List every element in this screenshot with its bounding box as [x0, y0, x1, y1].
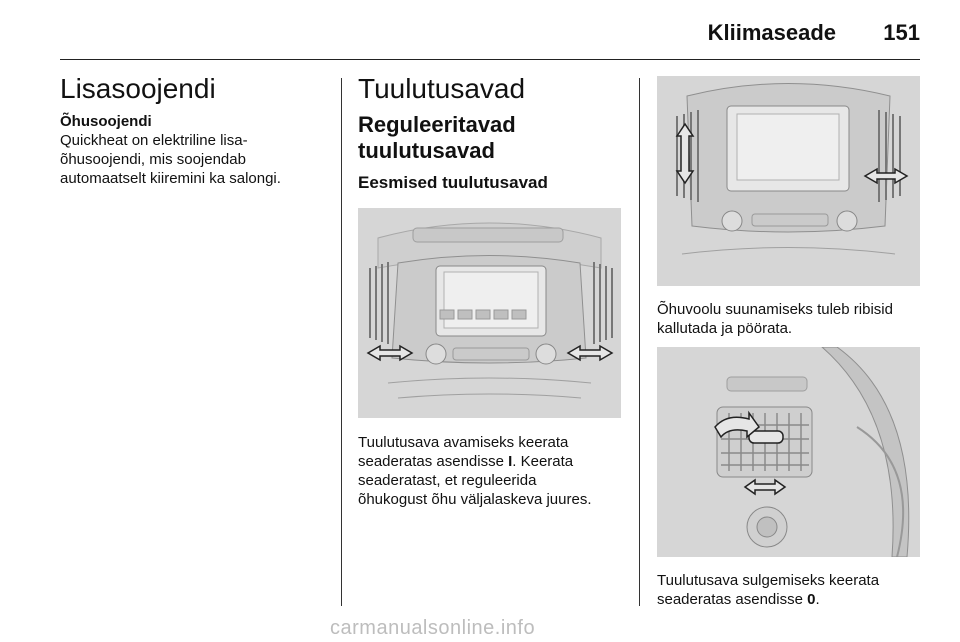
caption-line: Õhuvoolu suunamiseks tuleb ribisid: [657, 301, 893, 318]
caption-text: .: [815, 591, 820, 608]
caption-line: Tuulutusava avamiseks keerata: [358, 434, 569, 451]
subheading-line: Reguleeritavad: [358, 112, 516, 137]
page-number: 151: [883, 20, 920, 45]
section-heading-tuulutusavad: Tuulutusavad: [358, 73, 526, 104]
body-line: õhusoojendi, mis soojendab: [60, 151, 246, 168]
caption-line: Tuulutusava sulgemiseks keerata: [657, 572, 880, 589]
dashboard-illustration: [358, 208, 621, 418]
caption-vent-direction: [657, 300, 927, 338]
chapter-title: Kliimaseade: [707, 20, 836, 45]
column-divider-2: [639, 78, 640, 606]
vent-close-illustration: [657, 347, 920, 557]
subsection-eesmised: Eesmised tuulutusavad: [358, 173, 548, 192]
caption-text: seaderatas asendisse: [657, 591, 808, 608]
figure-vent-close: [657, 347, 920, 557]
caption-line: kallutada ja pöörata.: [657, 320, 793, 337]
figure-front-vents: [358, 208, 621, 418]
body-line: automaatselt kiiremini ka salongi.: [60, 170, 281, 187]
figure-vent-direction: [657, 76, 920, 286]
caption-vent-close: [657, 571, 927, 609]
caption-line: [657, 590, 927, 609]
symbol-open: I: [508, 453, 513, 470]
page-header: [60, 14, 920, 60]
caption-line: seaderatast, et reguleerida: [358, 472, 537, 489]
left-column: [60, 72, 330, 188]
body-line: Quickheat on elektriline lisa-: [60, 132, 248, 149]
symbol-closed: 0: [807, 591, 816, 608]
section-heading-lisasoojendi: Lisasoojendi: [60, 73, 216, 104]
caption-front-vents: [358, 433, 633, 509]
caption-text: . Keerata: [512, 453, 574, 470]
subheading-line: tuulutusavad: [358, 138, 495, 163]
caption-text: seaderatas asendisse: [358, 453, 509, 470]
subheading-reguleeritavad: [358, 112, 628, 164]
middle-column: [358, 72, 628, 194]
subheading-ohusoojendi: Õhusoojendi: [60, 113, 152, 130]
caption-line: õhukogust õhu väljalaskeva juures.: [358, 491, 592, 508]
watermark: carmanualsonline.info: [330, 617, 536, 639]
column-divider-1: [341, 78, 342, 606]
vent-direction-illustration: [657, 76, 920, 286]
caption-line: [358, 452, 633, 471]
header-divider: [60, 59, 920, 60]
